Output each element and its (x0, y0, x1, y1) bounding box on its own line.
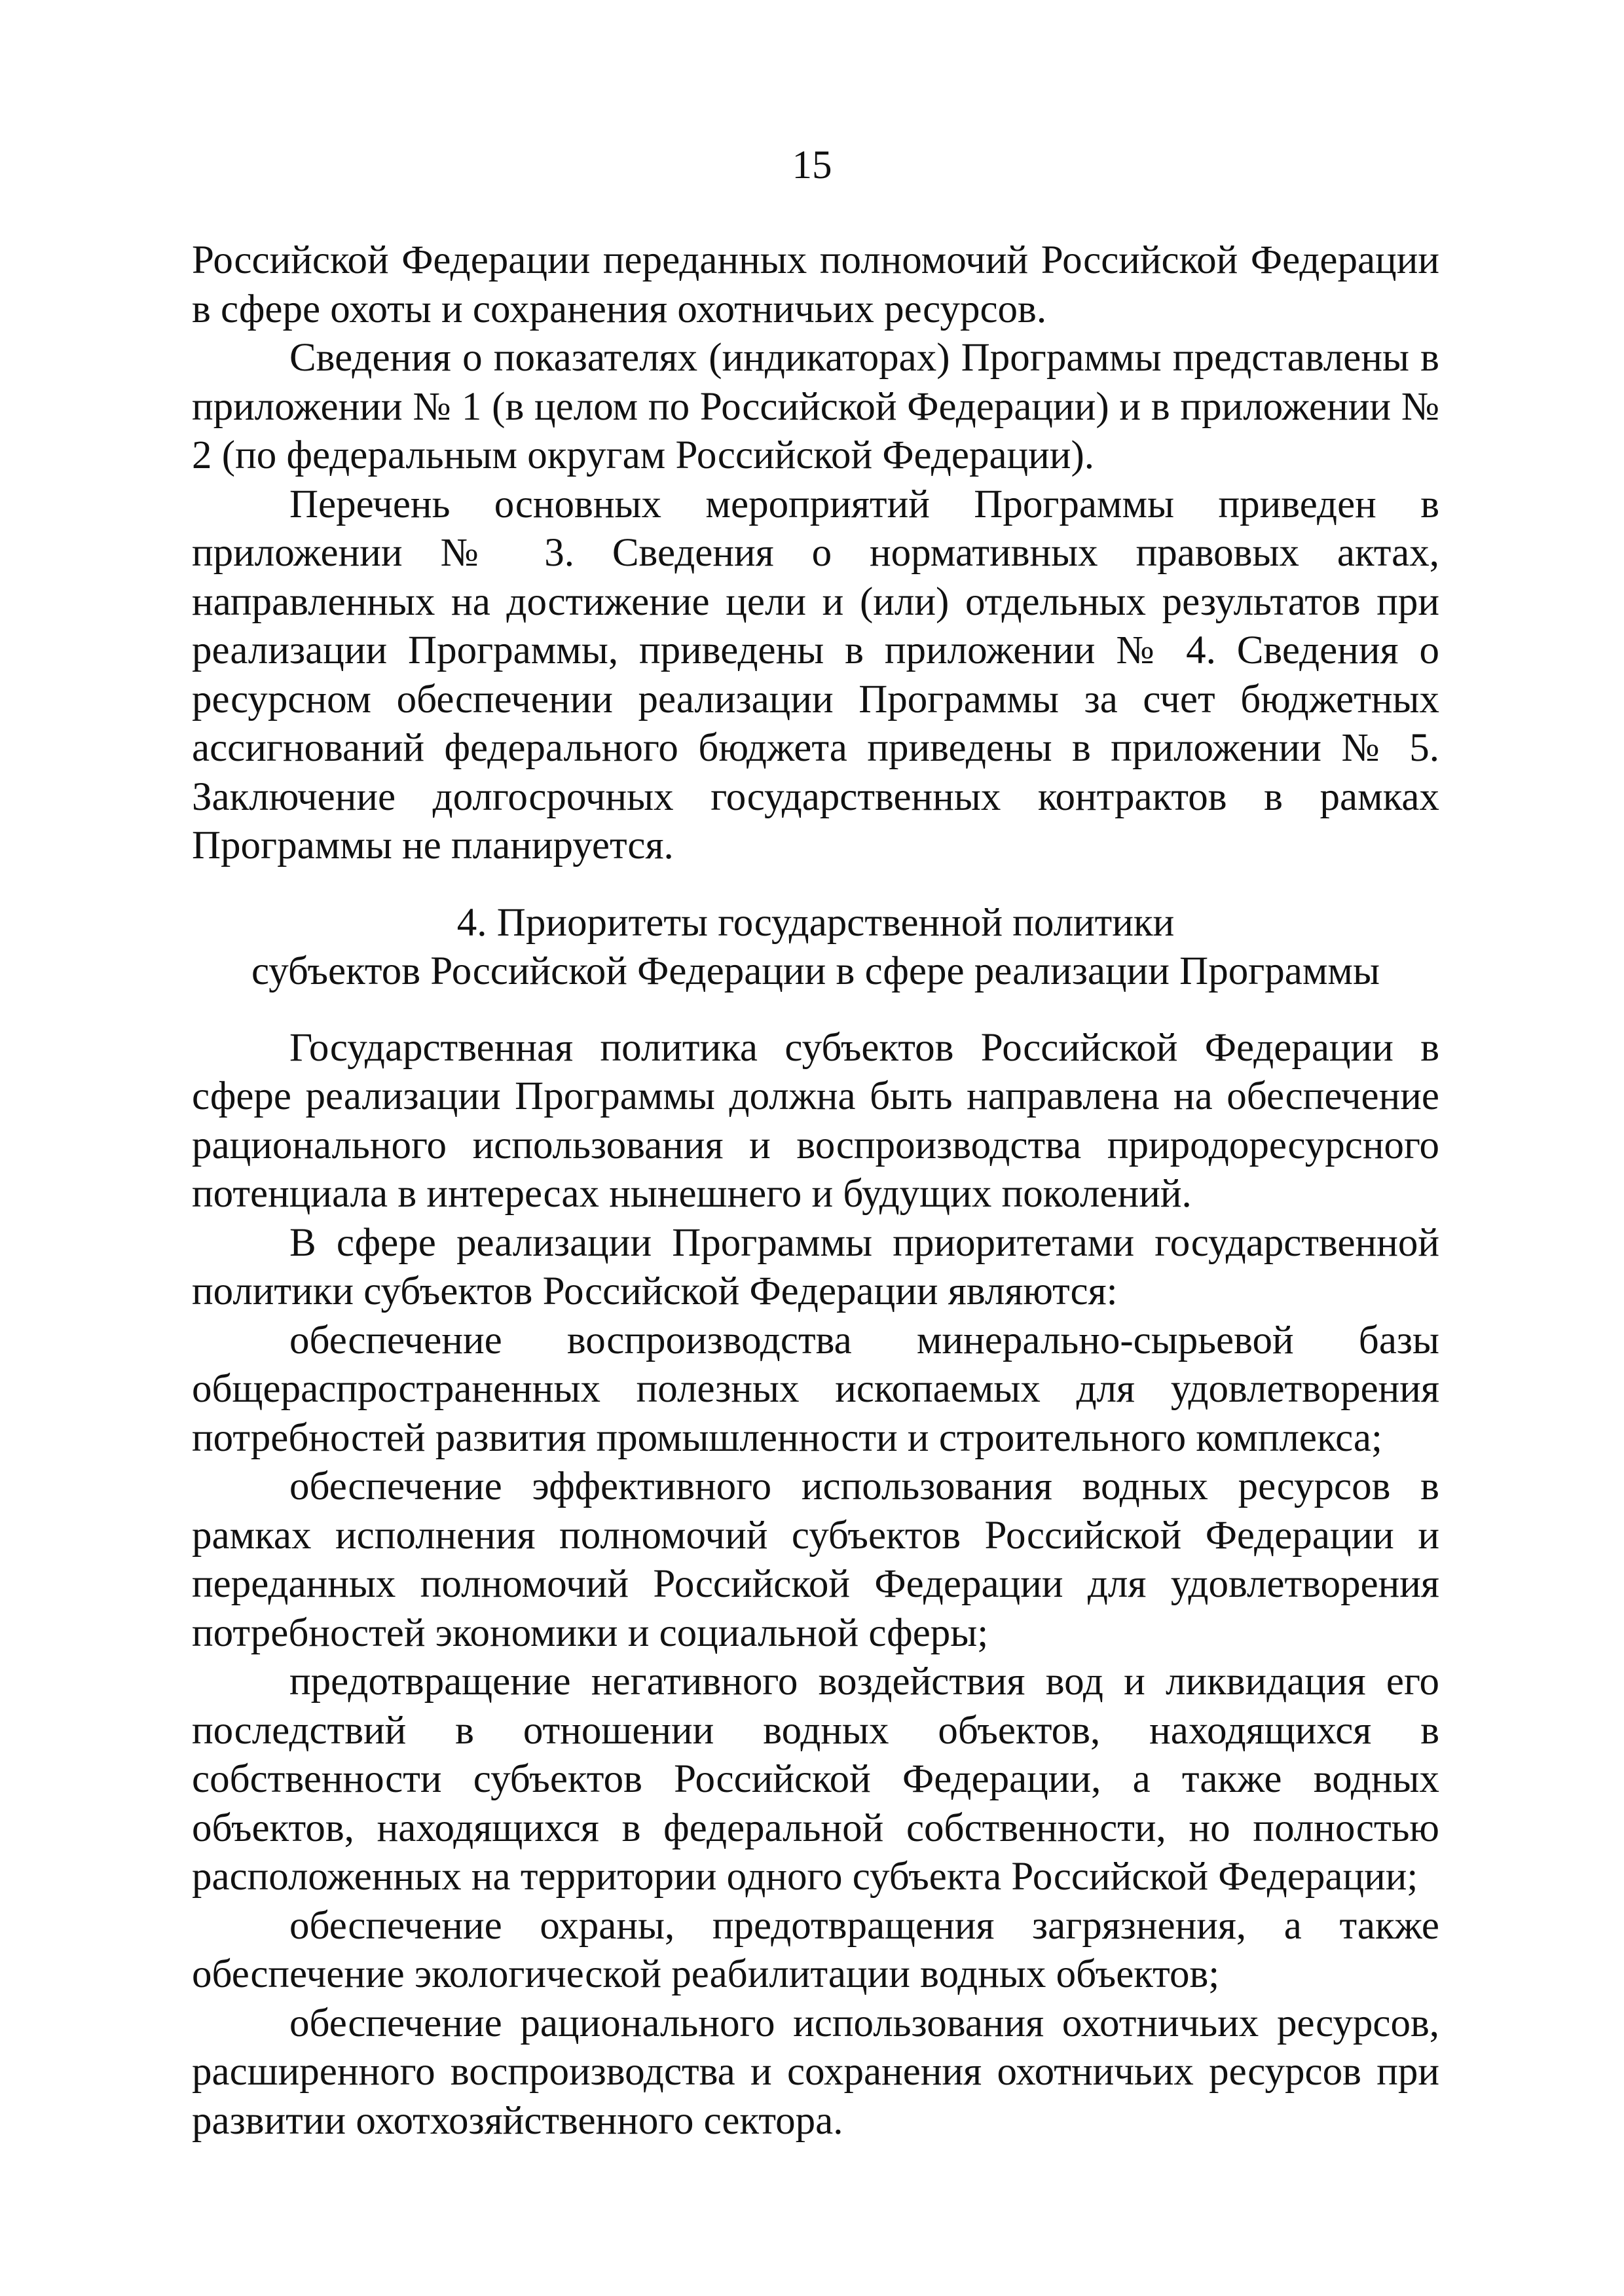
paragraph-activities: Перечень основных мероприятий Программы приведен в приложении № 3. Сведения о нормативных правовых актах, направленных на достижение цели и (или) отдельных результатов при реализации Программы, приведены в приложении № 4. Сведения о ресурсном обеспечении реализации Программы за счет бюджетных ассигнований федерального бюджета приведены в приложении № 5. Заключение долгосрочных государственных контрактов в рамках Программы не планируется. (192, 482, 1439, 867)
priority-item-water-protection: обеспечение охраны, предотвращения загрязнения, а также обеспечение экологической реабилитации водных объектов; (192, 1903, 1439, 1996)
page-number: 15 (792, 143, 832, 187)
priority-item-minerals: обеспечение воспроизводства минерально-сырьевой базы общераспространенных полезных ископаемых для удовлетворения потребностей развития промышленности и строительного комплекса; (192, 1318, 1439, 1460)
document-body (192, 236, 1439, 2145)
paragraph-continuation: Российской Федерации переданных полномочий Российской Федерации в сфере охоты и сохранения охотничьих ресурсов. (192, 238, 1439, 331)
paragraph-policy: Государственная политика субъектов Российской Федерации в сфере реализации Программы должна быть направлена на обеспечение рационального использования и воспроизводства природоресурсного потенциала в интересах нынешнего и будущих поколений. (192, 1025, 1439, 1216)
section-heading-line-2: субъектов Российской Федерации в сфере реализации Программы (251, 949, 1380, 993)
paragraph-priorities-intro: В сфере реализации Программы приоритетами государственной политики субъектов Российской Федерации являются: (192, 1220, 1439, 1313)
paragraph-indicators: Сведения о показателях (индикаторах) Программы представлены в приложении № 1 (в целом по Российской Федерации) и в приложении № 2 (по федеральным округам Российской Федерации). (192, 336, 1439, 477)
section-heading-line-1: 4. Приоритеты государственной политики (456, 900, 1175, 945)
priority-item-flood-prevention: предотвращение негативного воздействия вод и ликвидация его последствий в отношении водных объектов, находящихся в собственности субъектов Российской Федерации, а также водных объектов, находящихся в федеральной собственности, но полностью расположенных на территории одного субъекта Российской Федерации; (192, 1660, 1439, 1899)
section-heading (192, 899, 1439, 996)
priority-item-hunting: обеспечение рационального использования охотничьих ресурсов, расширенного воспроизводства и сохранения охотничьих ресурсов при развитии охотхозяйственного сектора. (192, 2001, 1439, 2143)
priority-item-water-use: обеспечение эффективного использования водных ресурсов в рамках исполнения полномочий субъектов Российской Федерации и переданных полномочий Российской Федерации для удовлетворения потребностей экономики и социальной сферы; (192, 1465, 1439, 1655)
